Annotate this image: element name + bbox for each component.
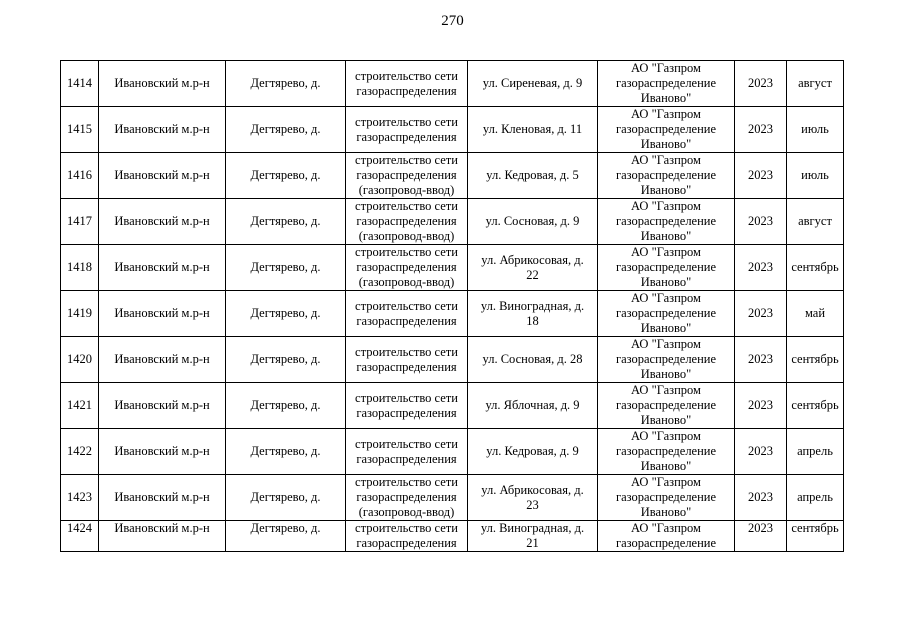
address-cell: [468, 291, 598, 337]
row-number-cell-text: 1417: [67, 214, 92, 228]
organization-cell: [598, 521, 735, 552]
district-cell: [99, 107, 226, 153]
work-type-cell: [346, 429, 468, 475]
row-number-cell: [61, 199, 99, 245]
row-number-cell-text: 1420: [67, 352, 92, 366]
settlement-cell-text: Дегтярево, д.: [250, 444, 321, 458]
year-cell: [735, 107, 787, 153]
organization-cell-text: АО "Газпром газораспределение Иваново": [615, 383, 717, 427]
organization-cell: [598, 383, 735, 429]
settlement-cell: [226, 61, 346, 107]
table-row: [61, 521, 844, 552]
district-cell: [99, 521, 226, 552]
address-cell-text: ул. Абрикосовая, д. 22: [481, 252, 584, 282]
work-type-cell: [346, 245, 468, 291]
table-row: [61, 199, 844, 245]
year-cell-text: 2023: [748, 352, 773, 366]
settlement-cell-text: Дегтярево, д.: [250, 214, 321, 228]
work-type-cell-text: строительство сети газораспределения: [355, 390, 458, 420]
district-cell: [99, 429, 226, 475]
work-type-cell: [346, 475, 468, 521]
month-cell-text: апрель: [797, 490, 833, 504]
address-cell: [468, 245, 598, 291]
organization-cell: [598, 61, 735, 107]
year-cell: [735, 337, 787, 383]
year-cell-text: 2023: [748, 122, 773, 136]
settlement-cell: [226, 245, 346, 291]
row-number-cell-text: 1422: [67, 444, 92, 458]
year-cell: [735, 153, 787, 199]
work-type-cell: [346, 199, 468, 245]
work-type-cell: [346, 153, 468, 199]
month-cell: [787, 291, 844, 337]
organization-cell-text: АО "Газпром газораспределение Иваново": [615, 429, 717, 473]
month-cell: [787, 199, 844, 245]
organization-cell: [598, 429, 735, 475]
table-row: [61, 475, 844, 521]
settlement-cell-text: Дегтярево, д.: [250, 521, 321, 535]
month-cell: [787, 337, 844, 383]
settlement-cell: [226, 429, 346, 475]
year-cell: [735, 245, 787, 291]
year-cell-text: 2023: [748, 168, 773, 182]
work-type-cell: [346, 61, 468, 107]
month-cell-text: сентябрь: [791, 398, 839, 412]
settlement-cell: [226, 153, 346, 199]
month-cell-text: июль: [801, 122, 829, 136]
row-number-cell-text: 1424: [67, 521, 92, 535]
year-cell-text: 2023: [748, 76, 773, 90]
address-cell-text: ул. Сиреневая, д. 9: [482, 76, 583, 90]
settlement-cell: [226, 291, 346, 337]
table-row: [61, 383, 844, 429]
address-cell: [468, 429, 598, 475]
month-cell-text: август: [798, 76, 832, 90]
address-cell: [468, 153, 598, 199]
row-number-cell: [61, 475, 99, 521]
organization-cell-text: АО "Газпром газораспределение Иваново": [615, 291, 717, 335]
district-cell: [99, 199, 226, 245]
district-cell: [99, 61, 226, 107]
settlement-cell: [226, 383, 346, 429]
district-cell-text: Ивановский м.р-н: [114, 214, 210, 228]
organization-cell-text: АО "Газпром газораспределение Иваново": [615, 199, 717, 243]
year-cell-text: 2023: [748, 521, 773, 535]
organization-cell: [598, 245, 735, 291]
organization-cell: [598, 337, 735, 383]
district-cell-text: Ивановский м.р-н: [114, 521, 210, 535]
year-cell-text: 2023: [748, 260, 773, 274]
work-type-cell: [346, 291, 468, 337]
address-cell-text: ул. Виноградная, д. 21: [480, 521, 585, 550]
settlement-cell: [226, 107, 346, 153]
year-cell-text: 2023: [748, 214, 773, 228]
month-cell-text: сентябрь: [791, 352, 839, 366]
year-cell-text: 2023: [748, 444, 773, 458]
address-cell-text: ул. Абрикосовая, д. 23: [481, 482, 584, 512]
month-cell: [787, 521, 844, 552]
month-cell-text: май: [804, 306, 826, 320]
district-cell-text: Ивановский м.р-н: [114, 168, 210, 182]
work-type-cell-text: строительство сети газораспределения: [355, 344, 458, 374]
month-cell: [787, 61, 844, 107]
work-type-cell-text: строительство сети газораспределения (газопровод-ввод): [355, 475, 458, 519]
address-cell-text: ул. Кедровая, д. 9: [486, 444, 579, 458]
table-row: [61, 291, 844, 337]
table-row: [61, 153, 844, 199]
organization-cell-text: АО "Газпром газораспределение Иваново": [615, 107, 717, 151]
settlement-cell: [226, 475, 346, 521]
row-number-cell: [61, 521, 99, 552]
district-cell: [99, 383, 226, 429]
year-cell: [735, 475, 787, 521]
district-cell-text: Ивановский м.р-н: [114, 306, 210, 320]
organization-cell: [598, 199, 735, 245]
row-number-cell: [61, 107, 99, 153]
address-cell-text: ул. Яблочная, д. 9: [485, 398, 580, 412]
organization-cell-text: АО "Газпром газораспределение Иваново": [615, 61, 717, 105]
settlement-cell-text: Дегтярево, д.: [250, 260, 321, 274]
work-type-cell-text: строительство сети газораспределения (газопровод-ввод): [355, 153, 458, 197]
address-cell: [468, 61, 598, 107]
row-number-cell: [61, 61, 99, 107]
settlement-cell-text: Дегтярево, д.: [250, 352, 321, 366]
row-number-cell-text: 1415: [67, 122, 92, 136]
organization-cell: [598, 153, 735, 199]
organization-cell: [598, 291, 735, 337]
organization-cell-text: АО "Газпром газораспределение Иваново": [615, 245, 717, 289]
table-row: [61, 107, 844, 153]
row-number-cell: [61, 291, 99, 337]
organization-cell-text: АО "Газпром газораспределение: [615, 521, 717, 550]
table-row: [61, 61, 844, 107]
row-number-cell: [61, 153, 99, 199]
row-number-cell-text: 1414: [67, 76, 92, 90]
address-cell-text: ул. Кедровая, д. 5: [486, 168, 579, 182]
district-cell-text: Ивановский м.р-н: [114, 444, 210, 458]
year-cell: [735, 429, 787, 475]
year-cell: [735, 61, 787, 107]
year-cell-text: 2023: [748, 306, 773, 320]
table-row: [61, 429, 844, 475]
district-cell: [99, 291, 226, 337]
table-row: [61, 337, 844, 383]
row-number-cell-text: 1421: [67, 398, 92, 412]
page-number: 270: [441, 13, 464, 29]
row-number-cell: [61, 337, 99, 383]
month-cell: [787, 475, 844, 521]
month-cell: [787, 153, 844, 199]
district-cell: [99, 153, 226, 199]
address-cell: [468, 475, 598, 521]
address-cell-text: ул. Виноградная, д. 18: [480, 298, 585, 328]
settlement-cell-text: Дегтярево, д.: [250, 168, 321, 182]
year-cell-text: 2023: [748, 490, 773, 504]
district-cell-text: Ивановский м.р-н: [114, 76, 210, 90]
address-cell: [468, 383, 598, 429]
row-number-cell: [61, 383, 99, 429]
month-cell: [787, 429, 844, 475]
month-cell-text: сентябрь: [791, 260, 839, 274]
settlement-cell-text: Дегтярево, д.: [250, 76, 321, 90]
settlement-cell-text: Дегтярево, д.: [250, 490, 321, 504]
address-cell-text: ул. Кленовая, д. 11: [482, 122, 583, 136]
month-cell-text: июль: [801, 168, 829, 182]
work-type-cell: [346, 107, 468, 153]
work-type-cell-text: строительство сети газораспределения: [355, 521, 458, 550]
settlement-cell: [226, 521, 346, 552]
district-cell-text: Ивановский м.р-н: [114, 122, 210, 136]
table-body: [61, 61, 844, 552]
district-cell-text: Ивановский м.р-н: [114, 352, 210, 366]
district-cell: [99, 475, 226, 521]
work-type-cell-text: строительство сети газораспределения (газопровод-ввод): [355, 245, 458, 289]
row-number-cell: [61, 429, 99, 475]
work-type-cell: [346, 521, 468, 552]
row-number-cell-text: 1423: [67, 490, 92, 504]
address-cell: [468, 107, 598, 153]
district-cell: [99, 245, 226, 291]
district-cell-text: Ивановский м.р-н: [114, 398, 210, 412]
gas-network-table: [60, 60, 844, 552]
settlement-cell: [226, 199, 346, 245]
table-row: [61, 245, 844, 291]
address-cell: [468, 337, 598, 383]
organization-cell-text: АО "Газпром газораспределение Иваново": [615, 337, 717, 381]
work-type-cell-text: строительство сети газораспределения: [355, 114, 458, 144]
month-cell: [787, 107, 844, 153]
organization-cell-text: АО "Газпром газораспределение Иваново": [615, 475, 717, 519]
district-cell-text: Ивановский м.р-н: [114, 490, 210, 504]
settlement-cell-text: Дегтярево, д.: [250, 122, 321, 136]
row-number-cell: [61, 245, 99, 291]
row-number-cell-text: 1419: [67, 306, 92, 320]
row-number-cell-text: 1418: [67, 260, 92, 274]
year-cell: [735, 383, 787, 429]
work-type-cell: [346, 337, 468, 383]
settlement-cell-text: Дегтярево, д.: [250, 306, 321, 320]
address-cell: [468, 199, 598, 245]
month-cell-text: апрель: [797, 444, 833, 458]
organization-cell-text: АО "Газпром газораспределение Иваново": [615, 153, 717, 197]
settlement-cell: [226, 337, 346, 383]
year-cell-text: 2023: [748, 398, 773, 412]
work-type-cell: [346, 383, 468, 429]
row-number-cell-text: 1416: [67, 168, 92, 182]
address-cell-text: ул. Сосновая, д. 9: [485, 214, 580, 228]
district-cell-text: Ивановский м.р-н: [114, 260, 210, 274]
organization-cell: [598, 107, 735, 153]
settlement-cell-text: Дегтярево, д.: [250, 398, 321, 412]
work-type-cell-text: строительство сети газораспределения (газопровод-ввод): [355, 199, 458, 243]
year-cell: [735, 199, 787, 245]
district-cell: [99, 337, 226, 383]
year-cell: [735, 521, 787, 552]
month-cell: [787, 245, 844, 291]
month-cell: [787, 383, 844, 429]
address-cell: [468, 521, 598, 552]
year-cell: [735, 291, 787, 337]
organization-cell: [598, 475, 735, 521]
work-type-cell-text: строительство сети газораспределения: [355, 68, 458, 98]
address-cell-text: ул. Сосновая, д. 28: [482, 352, 583, 366]
month-cell-text: сентябрь: [791, 521, 839, 535]
work-type-cell-text: строительство сети газораспределения: [355, 298, 458, 328]
month-cell-text: август: [798, 214, 832, 228]
work-type-cell-text: строительство сети газораспределения: [355, 436, 458, 466]
